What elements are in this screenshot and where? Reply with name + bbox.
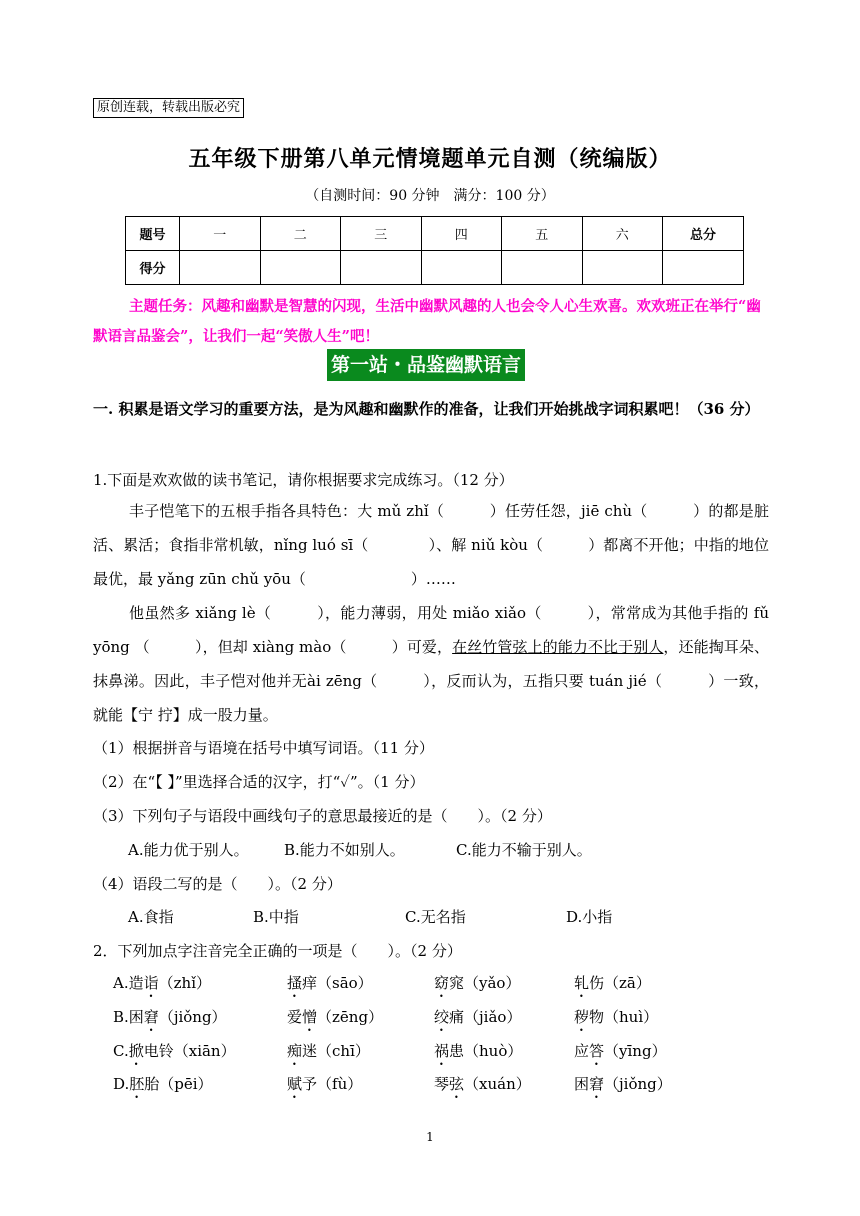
pinyin-option [574,1041,667,1069]
dotted-character: 绞 [434,1008,450,1026]
pinyin-option [574,1007,658,1035]
table-cell: 四 [421,217,502,251]
score-cell[interactable] [421,251,502,285]
reading-paragraph-1: 丰子恺笔下的五根手指各具特色：大 mǔ zhǐ（ ）任劳任怨，jiē chù（ ）的都是脏活、累活；食指非常机敏，nǐng luó sī（ ）、解 niǔ kòu（ ）都离不开他；中指的地位最优，最 yǎng zūn chǔ yōu（ ）…… [93,502,769,588]
dotted-character: 窈 [434,974,450,992]
dotted-character: 窘 [589,1075,605,1093]
option-text: 胎（pēi） [144,1075,213,1093]
pinyin-option [287,1007,383,1035]
pinyin-option [574,1074,672,1102]
reading-paragraph-2 [93,596,769,732]
option-text: （xuán） [464,1075,531,1093]
table-cell: 题号 [126,217,180,251]
copyright-stamp: 原创连载，转载出版必究 [93,98,244,118]
pinyin-option[interactable] [113,1041,236,1069]
option-text: C. [113,1042,129,1060]
option-text: （jiǒng） [604,1075,672,1093]
dotted-character: 秽 [574,1008,590,1026]
table-cell: 五 [502,217,583,251]
sub-question: （4）语段二写的是（ ）。（2 分） [93,875,342,893]
option-b[interactable]: B.能力不如别人。 [284,841,405,859]
section-heading: 一. 积累是语文学习的重要方法，是为风趣和幽默作的准备，让我们开始挑战字词积累吧！（36 分） [93,400,760,418]
dotted-character: 祸 [434,1042,450,1060]
dotted-character: 答 [589,1042,605,1060]
table-row [126,217,744,251]
option-text: A.造 [113,974,144,992]
score-table [125,216,744,285]
option-a[interactable]: A.能力优于别人。 [128,841,249,859]
score-cell[interactable] [502,251,583,285]
dotted-character: 搔 [287,974,303,992]
page-number: 1 [426,1130,434,1144]
sub-question: （1）根据拼音与语境在括号中填写词语。（11 分） [93,739,434,757]
score-cell[interactable] [180,251,261,285]
table-cell: 得分 [126,251,180,285]
option-text: （jiǒng） [158,1008,227,1026]
pinyin-option [287,973,373,1001]
option-text: 痛（jiǎo） [449,1008,522,1026]
option-text: 痒（sāo） [302,974,373,992]
pinyin-option [434,1074,531,1102]
option-c[interactable]: C.无名指 [405,908,466,926]
option-text: 窕（yǎo） [449,974,521,992]
underlined-sentence: 在丝竹管弦上的能力不比于别人 [452,638,664,656]
pinyin-option [434,1007,521,1035]
pinyin-option [434,973,520,1001]
station-banner: 第一站・品鉴幽默语言 [327,349,525,381]
pinyin-option [434,1041,522,1069]
option-text: 电铃（xiān） [143,1042,236,1060]
option-text: B.困 [113,1008,144,1026]
pinyin-option[interactable] [113,973,211,1001]
dotted-character: 胚 [129,1075,145,1093]
option-text: 予（fù） [302,1075,363,1093]
score-cell[interactable] [341,251,422,285]
theme-task: 主题任务：风趣和幽默是智慧的闪现，生活中幽默风趣的人也会令人心生欢喜。欢欢班正在举行“幽默语言品鉴会”，让我们一起“笑傲人生”吧！ [93,298,761,345]
dotted-character: 窘 [143,1008,159,1026]
dotted-character: 轧 [574,974,590,992]
option-text: 琴 [434,1075,450,1093]
dotted-character: 赋 [287,1075,303,1093]
option-text: 困 [574,1075,590,1093]
table-cell: 总分 [663,217,744,251]
score-cell[interactable] [663,251,744,285]
table-cell: 二 [260,217,341,251]
option-text: D. [113,1075,130,1093]
dotted-character: 掀 [128,1042,144,1060]
sub-question: （3）下列句子与语段中画线句子的意思最接近的是（ ）。（2 分） [93,807,552,825]
pinyin-option[interactable] [113,1007,227,1035]
option-text: （zhǐ） [158,974,211,992]
paragraph-text: 他虽然多 xiǎng lè（ ），能力薄弱，用处 miǎo xiǎo（ ），常常成为其他手指的 fǔ yōng （ ），但却 xiàng mào（ ）可爱， [93,604,769,656]
option-b[interactable]: B.中指 [253,908,299,926]
option-text: 伤（zā） [589,974,651,992]
question-stem: 1.下面是欢欢做的读书笔记，请你根据要求完成练习。（12 分） [93,471,514,489]
question-stem: 2．下列加点字注音完全正确的一项是（ ）。（2 分） [93,942,462,960]
option-d[interactable]: D.小指 [566,908,613,926]
option-text: 迷（chī） [302,1042,370,1060]
dotted-character: 弦 [449,1075,465,1093]
option-text: 爱 [287,1008,303,1026]
dotted-character: 诣 [143,974,159,992]
page-title: 五年级下册第八单元情境题单元自测（统编版） [188,146,672,172]
score-cell[interactable] [582,251,663,285]
option-text: （zēng） [317,1008,384,1026]
pinyin-option[interactable] [113,1074,213,1102]
score-cell[interactable] [260,251,341,285]
exam-subtitle: （自测时间：90 分钟 满分：100 分） [305,188,555,204]
dotted-character: 痴 [287,1042,303,1060]
option-text: 应 [574,1042,590,1060]
table-cell: 三 [341,217,422,251]
pinyin-option [574,973,651,1001]
sub-question: （2）在“【 】”里选择合适的汉字，打“✓”。（1 分） [93,773,425,791]
dotted-character: 憎 [302,1008,318,1026]
option-text: 患（huò） [449,1042,523,1060]
option-text: 物（huì） [589,1008,659,1026]
table-row [126,251,744,285]
paragraph-text: ，还能掏耳朵、抹鼻涕。因此，丰子恺对他并无ài zēng（ ），反而认为，五指只要 tuán jié（ ）一致，就能【宁 拧】成一股力量。 [93,638,769,724]
option-c[interactable]: C.能力不输于别人。 [456,841,592,859]
table-cell: 六 [582,217,663,251]
option-text: （yīng） [604,1042,667,1060]
pinyin-option [287,1074,362,1102]
table-cell: 一 [180,217,261,251]
option-a[interactable]: A.食指 [128,908,174,926]
pinyin-option [287,1041,370,1069]
